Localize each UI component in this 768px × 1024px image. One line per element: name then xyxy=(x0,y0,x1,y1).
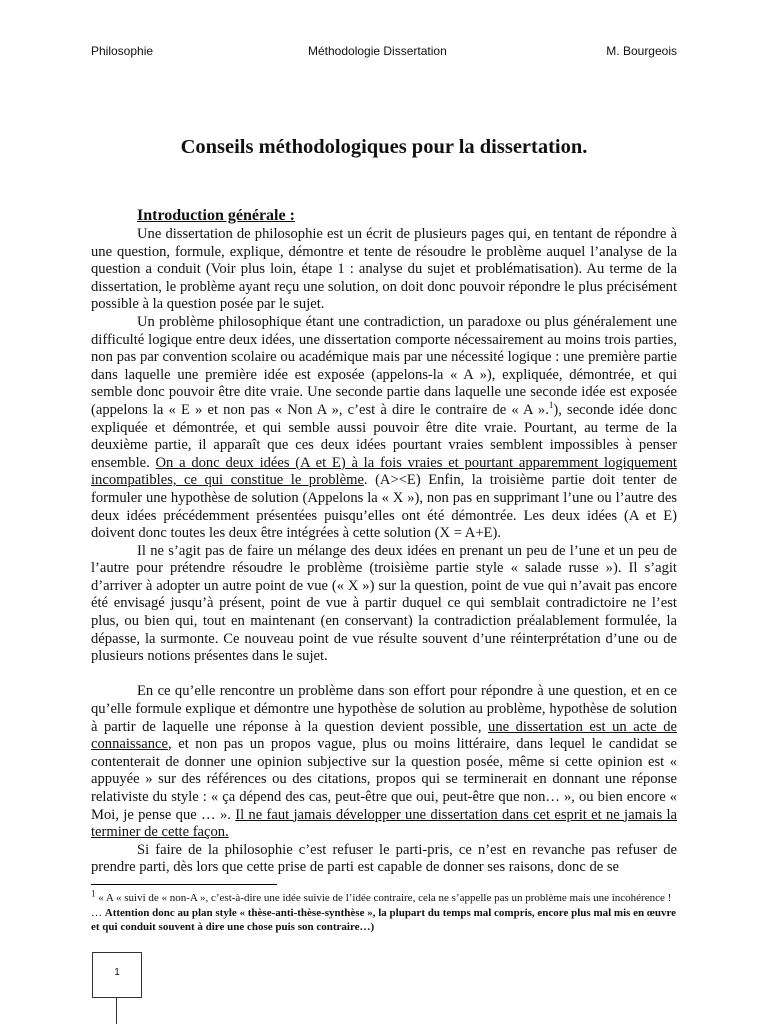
paragraph-2-part-a: Un problème philosophique étant une contradiction, un paradoxe ou plus généralement une difficulté logique entre deux idées, une dissertation comporte nécessairement au moins trois parties, non pas par convention scolaire ou académique mais par une nécessité logique : une première partie dans laquelle une première idée est exposée (appelons-la « A »), expliquée, démontrée, et qui semble donc pouvoir être dite vraie. Une seconde partie dans laquelle une seconde idée est exposée (appelons la « E » et non pas « Non A », c’est à dire le contraire de « A ». xyxy=(91,313,677,418)
header-author: M. Bourgeois xyxy=(606,44,677,58)
footnote-mark: 1 xyxy=(91,888,96,899)
section-heading: Introduction générale : xyxy=(137,207,295,224)
page-number-box xyxy=(92,952,142,998)
paragraph-3: Il ne s’agit pas de faire un mélange des deux idées en prenant un peu de l’une et un peu de l’autre pour prétendre résoudre le problème (troisième partie style « salade russe »). Il s’agit d’arriver à adopter un autre point de vue (« X ») sur la question, point de vue qui n’avait pas encore été envisagé jusqu’à présent, point de vue à partir duquel ce qui semblait contradictoire ne l’est plus, ou bien qui, tout en maintenant (en conservant) la contradiction préalablement formulée, la dépasse, la surmonte. Ce nouveau point de vue résulte souvent d’une réinterprétation d’une ou de plusieurs notions présentes dans le sujet. xyxy=(91,542,677,665)
paragraph-4-underlined-1: une dissertation est un acte de connaissance xyxy=(91,718,677,753)
footnote-separator xyxy=(91,884,277,885)
footnote-bold-text: Attention donc au plan style « thèse-anti-thèse-synthèse », la plupart du temps mal compris, encore plus mal mis en œuvre et qui conduit souvent à dire une chose puis son contraire…) xyxy=(91,906,677,933)
document-title: Conseils méthodologiques pour la dissertation. xyxy=(180,136,588,158)
body-text xyxy=(91,226,677,877)
footnote-reference[interactable]: 1 xyxy=(548,400,554,411)
paragraph-4 xyxy=(91,683,677,841)
paragraph-4-part-b: , et non pas un propos vague, plus ou moins littéraire, dans lequel le candidat se contenterait de donner une opinion subjective sur la question posée, même si cette opinion est « appuyée » sur des références ou des citations, propos qui se terminerait en donnant une réponse relativiste du style : « ça dépend des cas, peut-être que oui, peut-être que non… », ou bien encore « Moi, je pense que … ». xyxy=(91,736,677,823)
paragraph-1: Une dissertation de philosophie est un écrit de plusieurs pages qui, en tentant de répondre à une question, formule, explique, démontre et tente de résoudre le problème auquel l’analyse de la question a conduit (Voir plus loin, étape 1 : analyse du sujet et problématisation). Au terme de la dissertation, le problème ayant reçu une solution, on doit donc pouvoir répondre le plus précisément possible à la question posée par le sujet. xyxy=(91,226,677,313)
header-topic: Méthodologie Dissertation xyxy=(308,44,447,58)
paragraph-2-part-b: ), seconde idée donc expliquée et démontrée, et qui semble aussi pouvoir être dite vraie. Pourtant, au terme de la deuxième partie, il apparaît que ces deux idées pourtant vraies semblent impossibles à penser ensemble. xyxy=(91,401,677,471)
paragraph-2-part-c: . (A><E) Enfin, la troisième partie doit tenter de formuler une hypothèse de solution (Appelons la « X »), non pas en supprimant l’une ou l’autre des deux idées précédemment présentées puisqu’elles ont été démontrée. Les deux idées (A et E) doivent donc toutes les deux être intégrées à cette solution (X = A+E). xyxy=(91,472,677,542)
paragraph-5: Si faire de la philosophie c’est refuser le parti-pris, ce n’est en revanche pas refuser de prendre parti, dès lors que cette prise de parti est capable de donner ses raisons, donc de se xyxy=(91,841,677,876)
footnote-text: « A « suivi de « non-A », c’est-à-dire une idée suivie de l’idée contraire, cela ne s’appelle pas un problème mais une incohérence ! … xyxy=(91,892,672,919)
paragraph-2 xyxy=(91,314,677,543)
paragraph-4-part-a: En ce qu’elle rencontre un problème dans son effort pour répondre à une question, et en ce qu’elle formule explique et démontre une hypothèse de solution au problème, hypothèse de solution à partir de laquelle une réponse à la question devient possible, xyxy=(91,683,677,735)
footnote xyxy=(91,888,677,935)
header-subject: Philosophie xyxy=(91,44,154,58)
paragraph-4-underlined-2: Il ne faut jamais développer une dissertation dans cet esprit et ne jamais la terminer de cette façon. xyxy=(91,806,677,841)
paragraph-2-underlined: On a donc deux idées (A et E) à la fois vraies et pourtant apparemment logiquement incompatibles, ce qui constitue le problème xyxy=(91,454,677,489)
page-number: 1 xyxy=(114,967,120,978)
page-number-connector xyxy=(116,997,117,1024)
